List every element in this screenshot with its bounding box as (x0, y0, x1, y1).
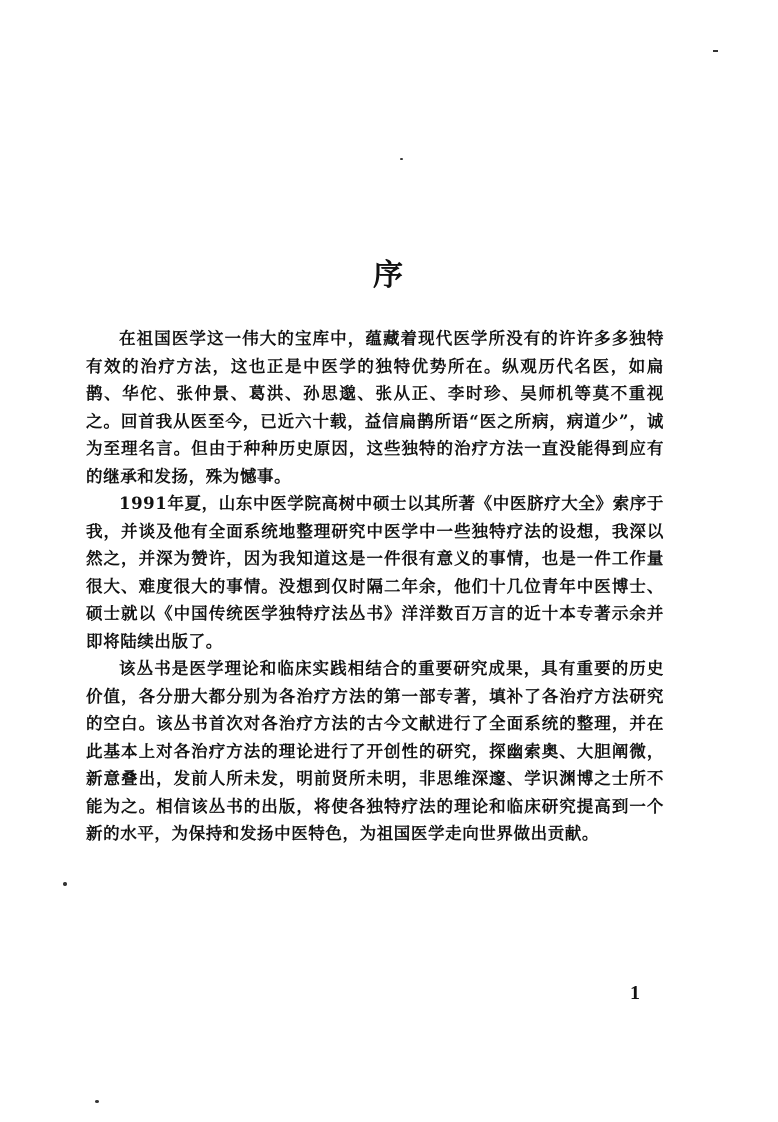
preface-body (86, 325, 664, 848)
preface-title: 序 (373, 258, 405, 293)
scan-speck (63, 882, 67, 886)
paragraph-3: 该丛书是医学理论和临床实践相结合的重要研究成果，具有重要的历史价值，各分册大都分别为各治疗方法的第一部专著，填补了各治疗方法研究的空白。该丛书首次对各治疗方法的古今文献进行了全面系统的整理，并在此基本上对各治疗方法的理论进行了开创性的研究，探幽索奥、大胆阐微，新意叠出，发前人所未发，明前贤所未明，非思维深邃、学识渊博之士所不能为之。相信该丛书的出版，将使各独特疗法的理论和临床研究提高到一个新的水平，为保持和发扬中医特色，为祖国医学走向世界做出贡献。 (86, 659, 664, 843)
page-number: 1 (630, 982, 640, 1004)
paragraph-1: 在祖国医学这一伟大的宝库中，蕴藏着现代医学所没有的许许多多独特有效的治疗方法，这也正是中医学的独特优势所在。纵观历代名医，如扁鹊、华佗、张仲景、葛洪、孙思邈、张从正、李时珍、吴师机等莫不重视之。回首我从医至今，已近六十载，益信扁鹊所语“医之所病，病道少”，诚为至理名言。但由于种种历史原因，这些独特的治疗方法一直没能得到应有的继承和发扬，殊为憾事。 (86, 329, 664, 486)
scan-speck (400, 158, 403, 160)
scan-speck (713, 50, 718, 52)
paragraph-2: 1991年夏，山东中医学院高树中硕士以其所著《中医脐疗大全》索序于我，并谈及他有全面系统地整理研究中医学中一些独特疗法的设想，我深以然之，并深为赞许，因为我知道这是一件很有意义的事情，也是一件工作量很大、难度很大的事情。没想到仅时隔二年余，他们十几位青年中医博士、硕士就以《中国传统医学独特疗法丛书》洋洋数百万言的近十本专著示余并即将陆续出版了。 (86, 494, 664, 651)
scan-speck (95, 1100, 99, 1103)
